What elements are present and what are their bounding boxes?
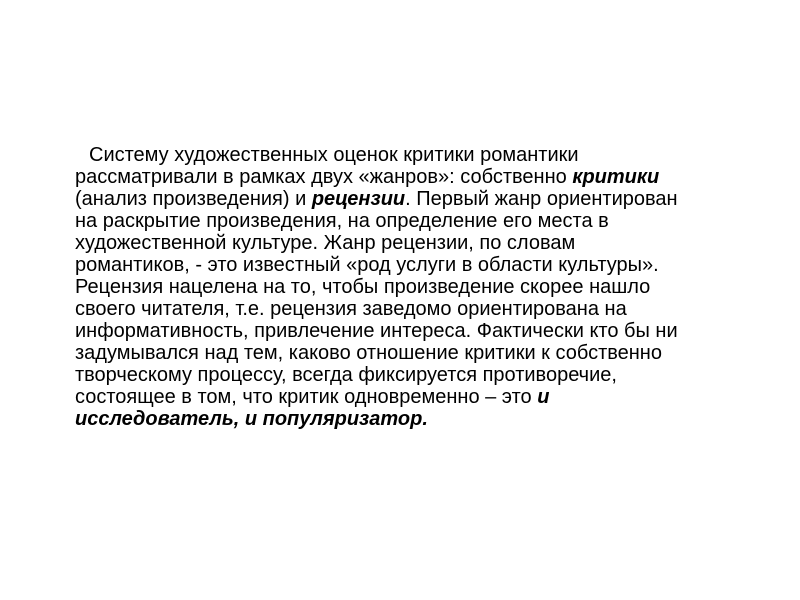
text-run: (анализ произведения) и [75, 188, 312, 210]
text-run: на раскрытие произведения, на определение его места в [75, 210, 609, 232]
text-run: рассматривали в рамках двух «жанров»: собственно [75, 166, 573, 188]
emphasized-text: исследователь, и популяризатор. [75, 408, 428, 430]
text-line [75, 408, 743, 430]
text-line [75, 188, 743, 210]
emphasized-text: и [537, 386, 550, 408]
text-line [75, 364, 743, 386]
text-line [75, 320, 743, 342]
text-run: творческому процессу, всегда фиксируется противоречие, [75, 364, 617, 386]
emphasized-text: рецензии [311, 188, 406, 210]
text-line [75, 276, 743, 298]
text-line [75, 342, 743, 364]
text-line [75, 254, 743, 276]
text-run: художественной культуре. Жанр рецензии, по словам [75, 232, 576, 254]
text-line [75, 210, 743, 232]
text-run: Рецензия нацелена на то, чтобы произведение скорее нашло [75, 276, 651, 298]
text-line [75, 166, 743, 188]
text-run: информативность, привлечение интереса. Фактически кто бы ни [75, 320, 678, 342]
text-run: . Первый жанр ориентирован [405, 188, 678, 210]
text-run: Систему художественных оценок критики романтики [89, 144, 579, 166]
text-line [75, 298, 743, 320]
text-line [75, 386, 743, 408]
text-line [75, 232, 743, 254]
text-run: своего читателя, т.е. рецензия заведомо ориентирована на [75, 298, 627, 320]
body-paragraph [75, 144, 743, 430]
text-run: романтиков, - это известный «род услуги в области культуры». [75, 254, 659, 276]
text-line [75, 144, 743, 166]
emphasized-text: критики [572, 166, 660, 188]
text-run: состоящее в том, что критик одновременно – это [75, 386, 538, 408]
text-run: задумывался над тем, каково отношение критики к собственно [75, 342, 662, 364]
